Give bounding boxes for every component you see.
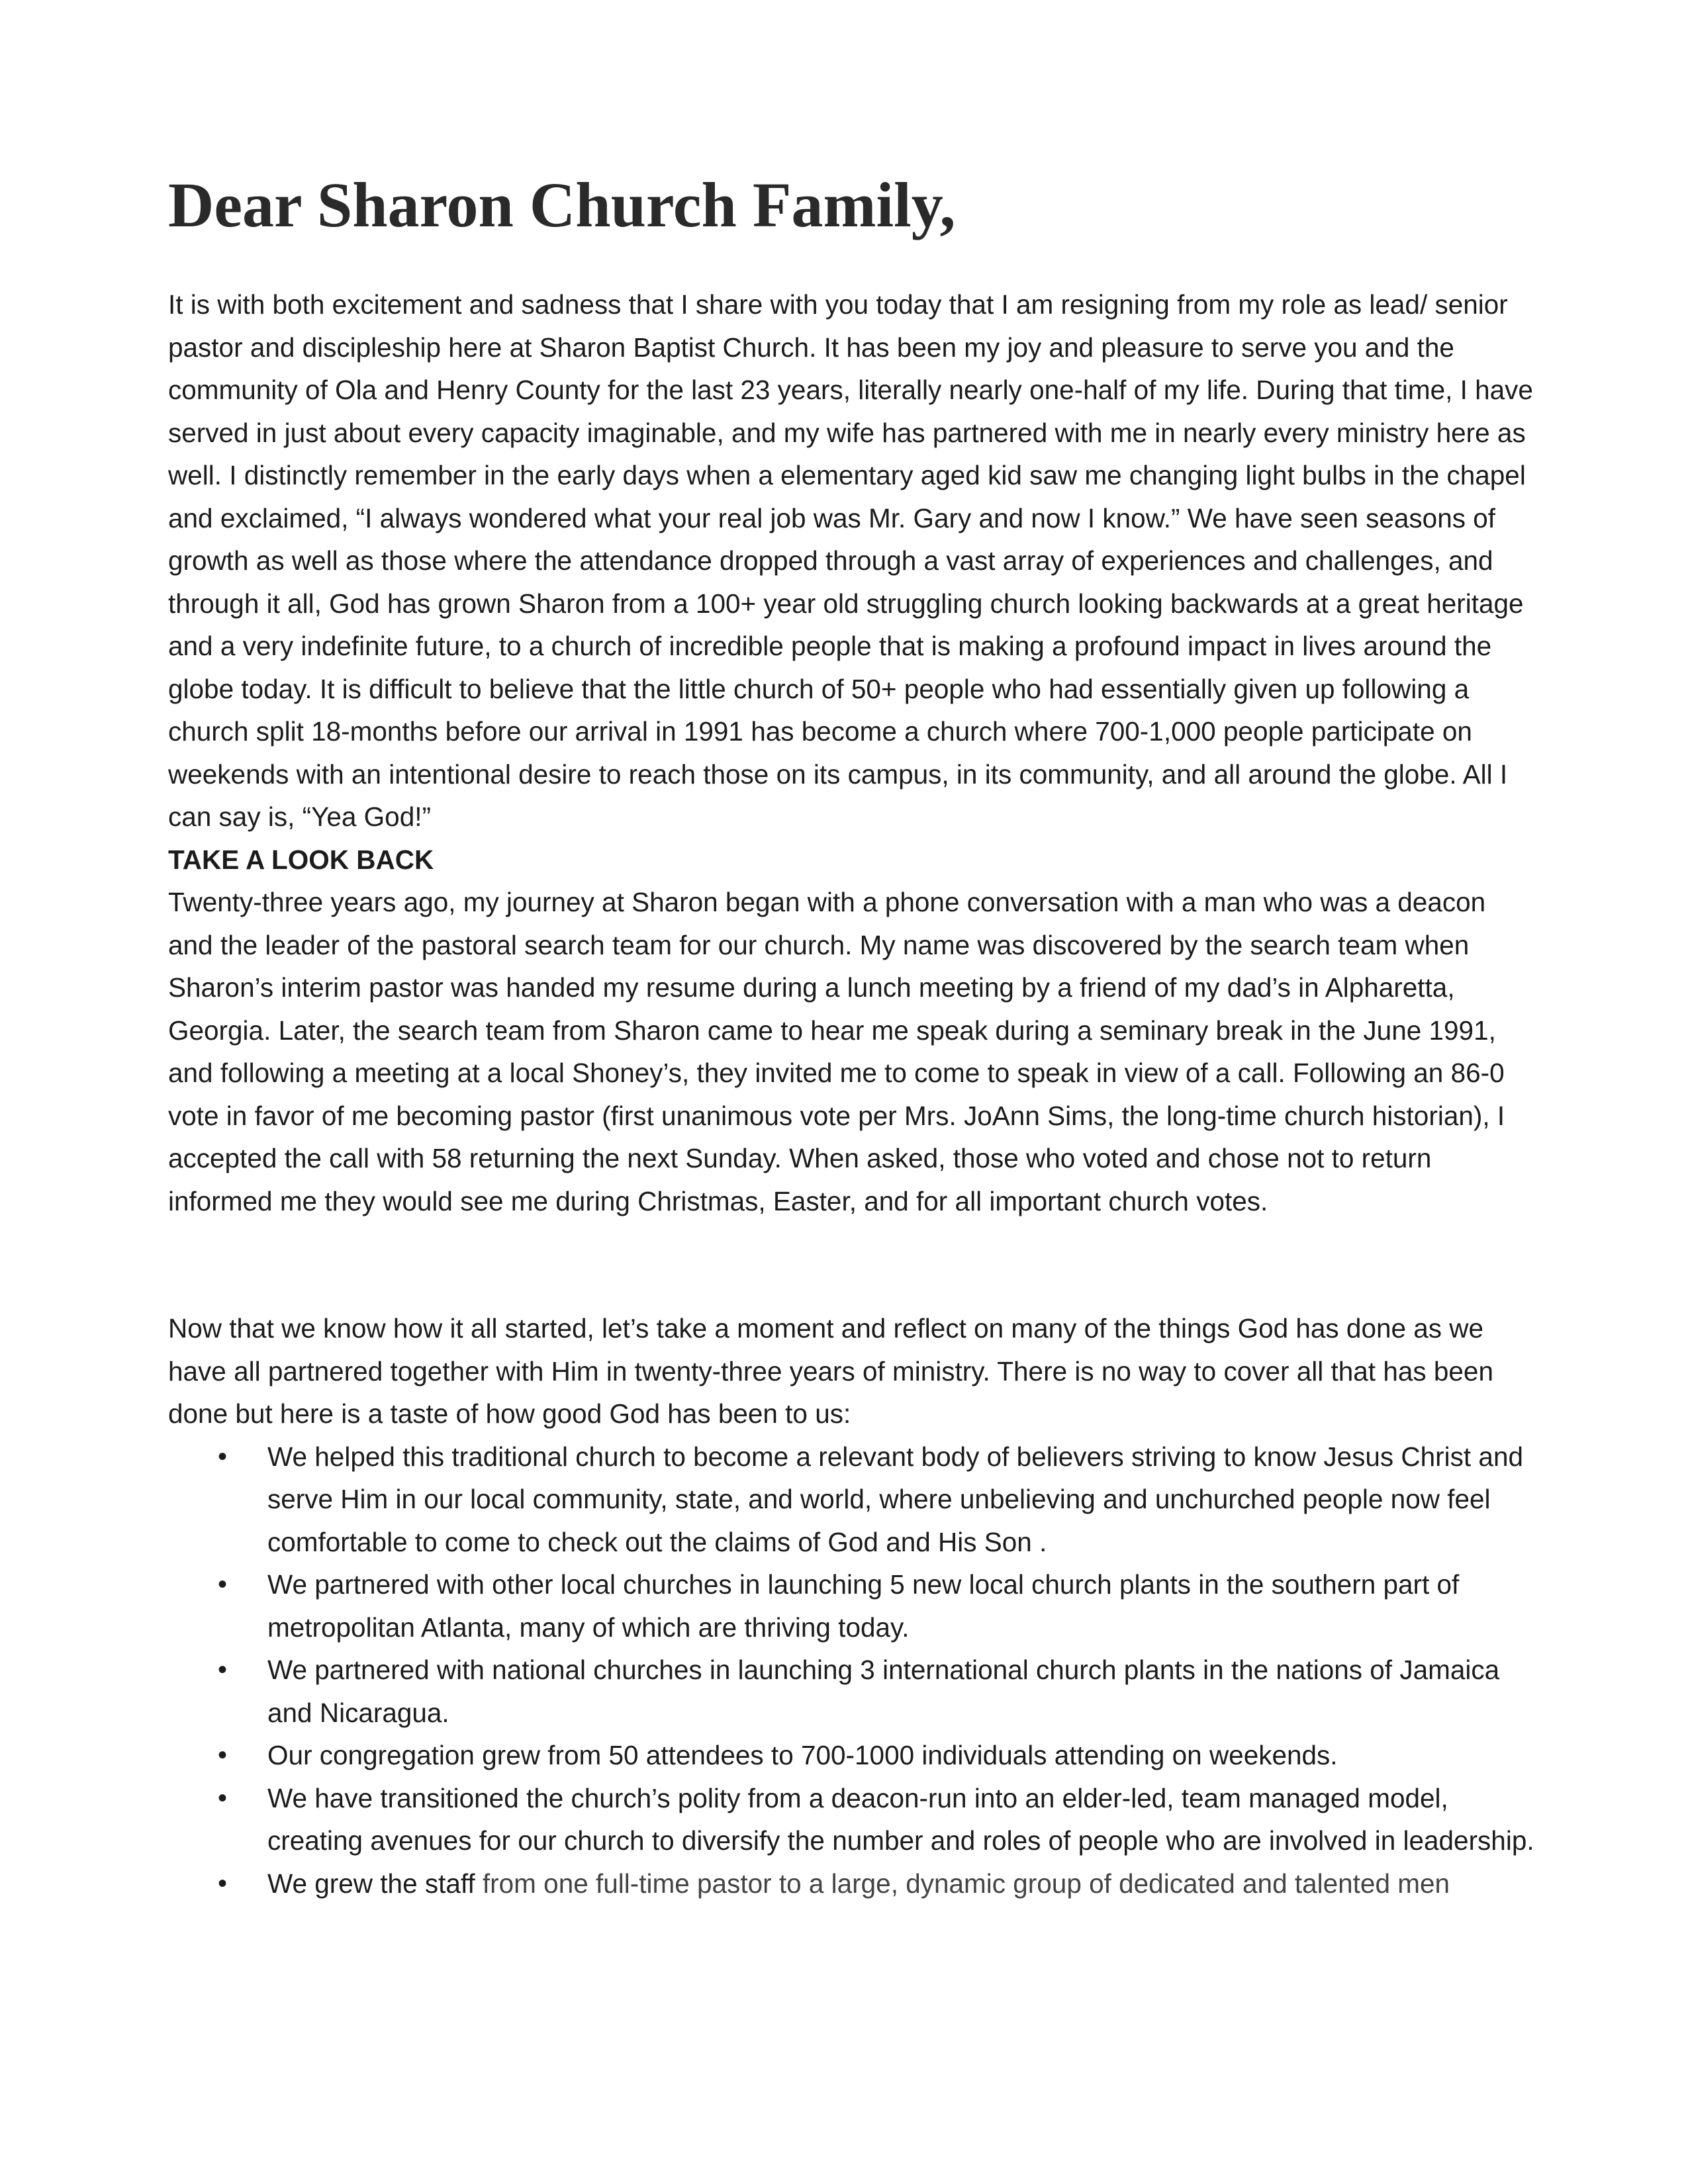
list-item bbox=[168, 1435, 1536, 1564]
bullet-icon: • bbox=[218, 1570, 228, 1599]
list-item-text: We partnered with other local churches in launching 5 new local church plants in the southern part of metropolitan Atlanta, many of which are thriving today. bbox=[267, 1569, 1460, 1643]
intro-paragraph: It is with both excitement and sadness that I share with you today that I am resigning from my role as lead/ senior pastor and discipleship here at Sharon Baptist Church. It has been my joy and pleasure to serve you and the community of Ola and Henry County for the last 23 years, literally nearly one-half of my life. During that time, I have served in just about every capacity imaginable, and my wife has partnered with me in nearly every ministry here as well. I distinctly remember in the early days when a elementary aged kid saw me changing light bulbs in the chapel and exclaimed, “I always wondered what your real job was Mr. Gary and now I know.” We have seen seasons of growth as well as those where the attendance dropped through a vast array of experiences and challenges, and through it all, God has grown Sharon from a 100+ year old struggling church looking backwards at a great heritage and a very indefinite future, to a church of incredible people that is making a profound impact in lives around the globe today. It is difficult to believe that the little church of 50+ people who had essentially given up following a church split 18-months before our arrival in 1991 has become a church where 700-1,000 people participate on weekends with an intentional desire to reach those on its campus, in its community, and all around the globe. All I can say is, “Yea God!” bbox=[168, 289, 1533, 832]
list-item-text: We helped this traditional church to become a relevant body of believers striving to know Jesus Christ and serve Him in our local community, state, and world, where unbelieving and unchurched people now feel comfortable to come to check out the claims of God and His Son . bbox=[267, 1441, 1523, 1557]
bullet-icon: • bbox=[218, 1741, 228, 1770]
list-item bbox=[168, 1777, 1536, 1862]
section-heading: TAKE A LOOK BACK bbox=[168, 844, 434, 875]
bullet-icon: • bbox=[218, 1441, 228, 1471]
accomplishments-list bbox=[168, 1435, 1536, 1905]
look-back-paragraph: Twenty-three years ago, my journey at Sharon began with a phone conversation with a man who was a deacon and the leader of the pastoral search team for our church. My name was discovered by the search team when Sharon’s interim pastor was handed my resume during a lunch meeting by a friend of my dad’s in Alpharetta, Georgia. Later, the search team from Sharon came to hear me speak during a seminary break in the June 1991, and following a meeting at a local Shoney’s, they invited me to come to speak in view of a call. Following an 86-0 vote in favor of me becoming pastor (first unanimous vote per Mrs. JoAnn Sims, the long-time church historian), I accepted the call with 58 returning the next Sunday. When asked, those who voted and chose not to return informed me they would see me during Christmas, Easter, and for all important church votes. bbox=[168, 887, 1505, 1216]
list-item bbox=[168, 1862, 1536, 1905]
list-item bbox=[168, 1649, 1536, 1734]
reflect-paragraph: Now that we know how it all started, let’s take a moment and reflect on many of the things God has done as we have all partnered together with Him in twenty-three years of ministry. There is no way to cover all that has been done but here is a taste of how good God has been to us: bbox=[168, 1313, 1493, 1429]
list-item bbox=[168, 1563, 1536, 1649]
list-item bbox=[168, 1734, 1536, 1777]
list-item-text: We partnered with national churches in launching 3 international church plants in the nations of Jamaica and Nicaragua. bbox=[267, 1655, 1500, 1728]
letter-page bbox=[168, 165, 1536, 1905]
list-item-text-start: We grew the staff bbox=[267, 1868, 475, 1899]
bullet-icon: • bbox=[218, 1655, 228, 1684]
bullet-icon: • bbox=[218, 1868, 228, 1898]
bullet-icon: • bbox=[218, 1783, 228, 1813]
letter-title: Dear Sharon Church Family, bbox=[168, 169, 956, 240]
list-item-text: We have transitioned the church’s polity from a deacon-run into an elder-led, team managed model, creating avenues for our church to diversify the number and roles of people who are involved in leadership. bbox=[267, 1782, 1534, 1856]
list-item-text: Our congregation grew from 50 attendees to 700-1000 individuals attending on weekends. bbox=[267, 1740, 1338, 1770]
list-item-text-rest: from one full-time pastor to a large, dynamic group of dedicated and talented men bbox=[475, 1868, 1450, 1899]
